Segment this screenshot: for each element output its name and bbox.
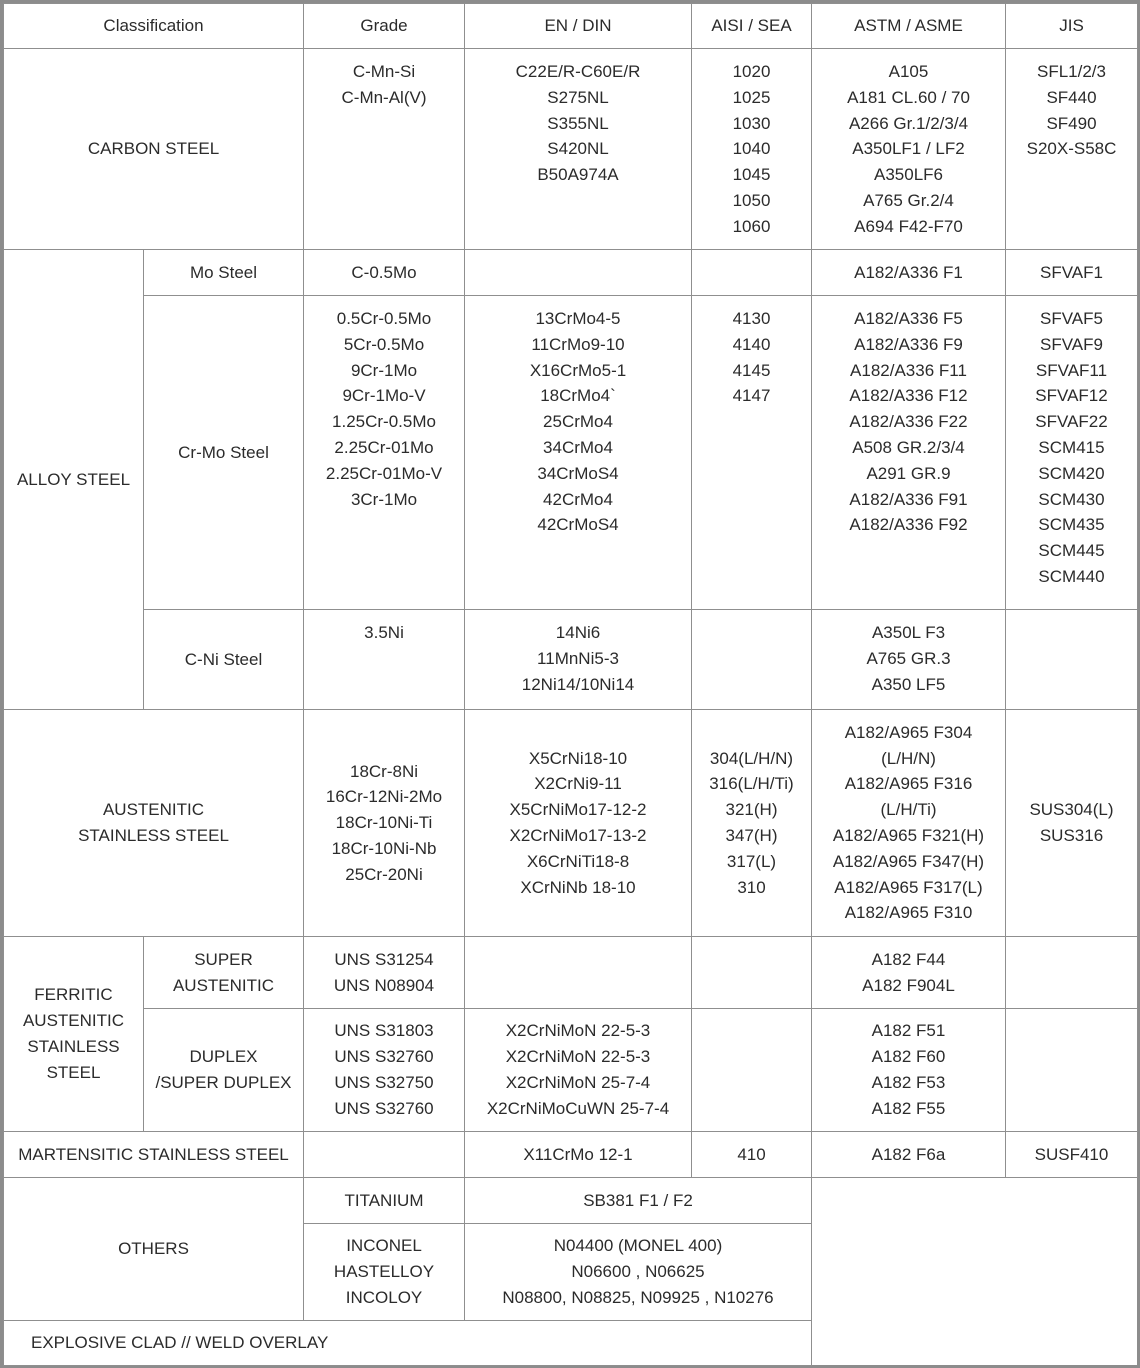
austenitic-en-din: X5CrNi18-10 X2CrNi9-11 X5CrNiMo17-12-2 X2CrNiMo17-13-2 X6CrNiTi18-8 XCrNiNb 18-10 <box>465 710 692 937</box>
mo-grade: C-0.5Mo <box>304 250 465 296</box>
duplex-aisi <box>692 1009 812 1132</box>
c-ni-en-din: 14Ni6 11MnNi5-3 12Ni14/10Ni14 <box>465 610 692 710</box>
super-austenitic-grade: UNS S31254 UNS N08904 <box>304 937 465 1009</box>
titanium-label: TITANIUM <box>304 1178 465 1224</box>
titanium-row <box>4 1178 1138 1224</box>
header-aisi-sea: AISI / SEA <box>692 4 812 49</box>
martensitic-row <box>4 1132 1138 1178</box>
header-classification: Classification <box>4 4 304 49</box>
carbon-astm: A105 A181 CL.60 / 70 A266 Gr.1/2/3/4 A350LF1 / LF2 A350LF6 A765 Gr.2/4 A694 F42-F70 <box>812 49 1006 250</box>
super-austenitic-jis <box>1006 937 1138 1009</box>
c-ni-jis <box>1006 610 1138 710</box>
super-austenitic-astm: A182 F44 A182 F904L <box>812 937 1006 1009</box>
c-ni-aisi <box>692 610 812 710</box>
inconel-value: N04400 (MONEL 400) N06600 , N06625 N08800, N08825, N09925 , N10276 <box>465 1224 812 1321</box>
duplex-astm: A182 F51 A182 F60 A182 F53 A182 F55 <box>812 1009 1006 1132</box>
materials-table <box>3 3 1138 1366</box>
cr-mo-astm: A182/A336 F5 A182/A336 F9 A182/A336 F11 A182/A336 F12 A182/A336 F22 A508 GR.2/3/4 A291 GR.9 A182/A336 F91 A182/A336 F92 <box>812 296 1006 610</box>
c-ni-astm: A350L F3 A765 GR.3 A350 LF5 <box>812 610 1006 710</box>
carbon-steel-row <box>4 49 1138 250</box>
austenitic-row <box>4 710 1138 937</box>
martensitic-astm: A182 F6a <box>812 1132 1006 1178</box>
martensitic-label: MARTENSITIC STAINLESS STEEL <box>4 1132 304 1178</box>
austenitic-jis: SUS304(L) SUS316 <box>1006 710 1138 937</box>
duplex-grade: UNS S31803 UNS S32760 UNS S32750 UNS S32760 <box>304 1009 465 1132</box>
super-austenitic-aisi <box>692 937 812 1009</box>
austenitic-grade: 18Cr-8Ni 16Cr-12Ni-2Mo 18Cr-10Ni-Ti 18Cr-10Ni-Nb 25Cr-20Ni <box>304 710 465 937</box>
martensitic-en-din: X11CrMo 12-1 <box>465 1132 692 1178</box>
titanium-value: SB381 F1 / F2 <box>465 1178 812 1224</box>
header-jis: JIS <box>1006 4 1138 49</box>
super-austenitic-en-din <box>465 937 692 1009</box>
cr-mo-steel-label: Cr-Mo Steel <box>144 296 304 610</box>
carbon-en-din: C22E/R-C60E/R S275NL S355NL S420NL B50A974A <box>465 49 692 250</box>
mo-steel-row <box>4 250 1138 296</box>
cr-mo-en-din: 13CrMo4-5 11CrMo9-10 X16CrMo5-1 18CrMo4` 25CrMo4 34CrMo4 34CrMoS4 42CrMo4 42CrMoS4 <box>465 296 692 610</box>
austenitic-label: AUSTENITIC STAINLESS STEEL <box>4 710 304 937</box>
carbon-aisi: 1020 1025 1030 1040 1045 1050 1060 <box>692 49 812 250</box>
header-astm-asme: ASTM / ASME <box>812 4 1006 49</box>
duplex-label: DUPLEX /SUPER DUPLEX <box>144 1009 304 1132</box>
mo-astm: A182/A336 F1 <box>812 250 1006 296</box>
header-grade: Grade <box>304 4 465 49</box>
austenitic-aisi: 304(L/H/N) 316(L/H/Ti) 321(H) 347(H) 317(L) 310 <box>692 710 812 937</box>
cr-mo-jis: SFVAF5 SFVAF9 SFVAF11 SFVAF12 SFVAF22 SCM415 SCM420 SCM430 SCM435 SCM445 SCM440 <box>1006 296 1138 610</box>
carbon-jis: SFL1/2/3 SF440 SF490 S20X-S58C <box>1006 49 1138 250</box>
super-austenitic-row <box>4 937 1138 1009</box>
mo-steel-label: Mo Steel <box>144 250 304 296</box>
martensitic-grade <box>304 1132 465 1178</box>
others-label: OTHERS <box>4 1178 304 1321</box>
alloy-steel-label: ALLOY STEEL <box>4 250 144 710</box>
super-austenitic-label: SUPER AUSTENITIC <box>144 937 304 1009</box>
duplex-en-din: X2CrNiMoN 22-5-3 X2CrNiMoN 22-5-3 X2CrNiMoN 25-7-4 X2CrNiMoCuWN 25-7-4 <box>465 1009 692 1132</box>
duplex-jis <box>1006 1009 1138 1132</box>
others-blank-area <box>812 1178 1138 1366</box>
cr-mo-grade: 0.5Cr-0.5Mo 5Cr-0.5Mo 9Cr-1Mo 9Cr-1Mo-V 1.25Cr-0.5Mo 2.25Cr-01Mo 2.25Cr-01Mo-V 3Cr-1Mo <box>304 296 465 610</box>
inconel-label: INCONEL HASTELLOY INCOLOY <box>304 1224 465 1321</box>
cr-mo-steel-row <box>4 296 1138 610</box>
c-ni-steel-label: C-Ni Steel <box>144 610 304 710</box>
header-en-din: EN / DIN <box>465 4 692 49</box>
c-ni-grade: 3.5Ni <box>304 610 465 710</box>
header-row <box>4 4 1138 49</box>
cr-mo-aisi: 4130 4140 4145 4147 <box>692 296 812 610</box>
austenitic-astm: A182/A965 F304 (L/H/N) A182/A965 F316 (L/H/Ti) A182/A965 F321(H) A182/A965 F347(H) A182/A965 F317(L) A182/A965 F310 <box>812 710 1006 937</box>
martensitic-jis: SUSF410 <box>1006 1132 1138 1178</box>
mo-en-din <box>465 250 692 296</box>
carbon-grade: C-Mn-Si C-Mn-Al(V) <box>304 49 465 250</box>
c-ni-steel-row <box>4 610 1138 710</box>
duplex-row <box>4 1009 1138 1132</box>
mo-jis: SFVAF1 <box>1006 250 1138 296</box>
explosive-clad-label: EXPLOSIVE CLAD // WELD OVERLAY <box>4 1321 812 1366</box>
mo-aisi <box>692 250 812 296</box>
martensitic-aisi: 410 <box>692 1132 812 1178</box>
carbon-steel-label: CARBON STEEL <box>4 49 304 250</box>
ferritic-label: FERRITIC AUSTENITIC STAINLESS STEEL <box>4 937 144 1132</box>
